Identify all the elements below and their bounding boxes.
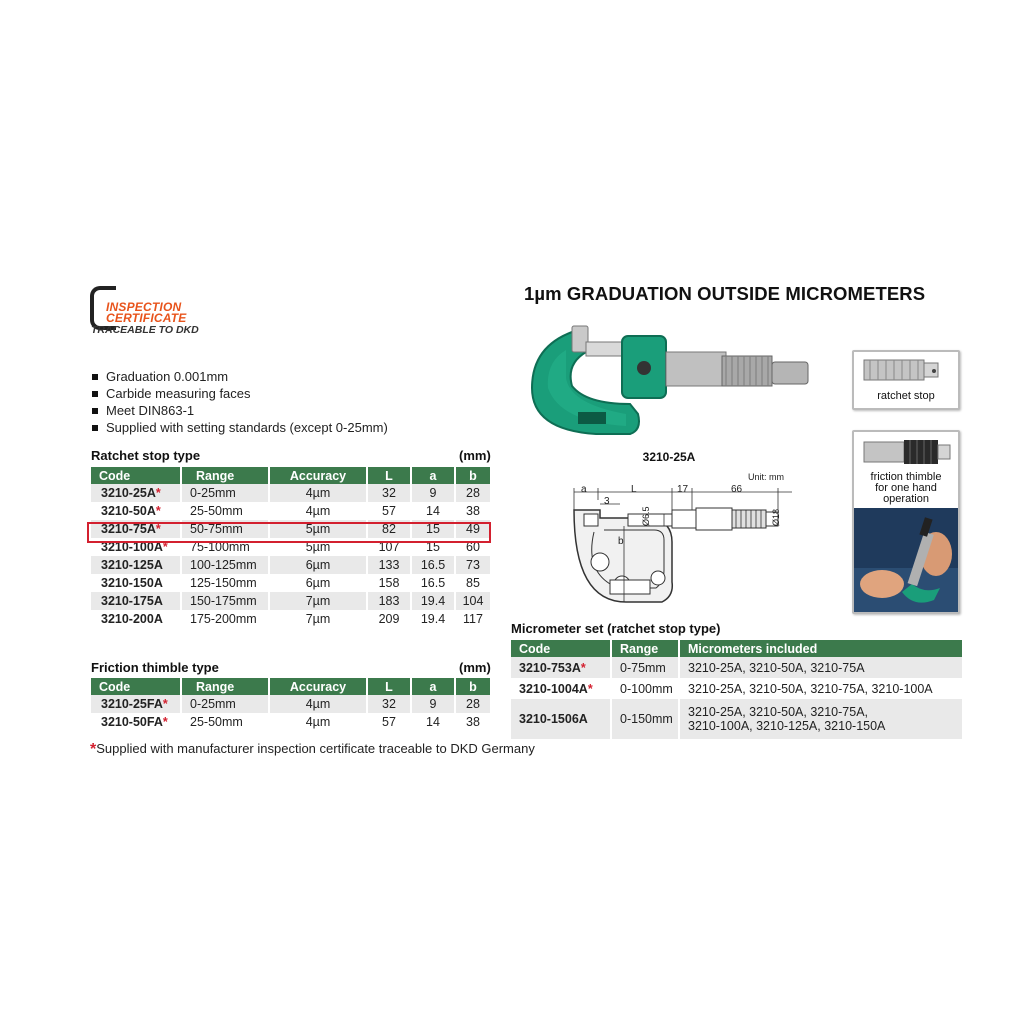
feature-list bbox=[92, 368, 388, 436]
dim-3: 3 bbox=[604, 496, 610, 507]
range-cell: 50-75mm bbox=[181, 520, 269, 538]
certificate-line1: INSPECTION bbox=[106, 300, 182, 314]
feature-item: Graduation 0.001mm bbox=[92, 368, 388, 385]
friction-caption-line: operation bbox=[883, 493, 929, 505]
table-row bbox=[91, 610, 490, 628]
ratchet-heading: Ratchet stop type bbox=[91, 448, 201, 463]
table-row bbox=[91, 502, 490, 520]
range-cell: 100-125mm bbox=[181, 556, 269, 574]
code-cell bbox=[91, 695, 181, 713]
a-cell: 15 bbox=[411, 538, 455, 556]
code-cell bbox=[91, 502, 181, 520]
b-cell: 85 bbox=[455, 574, 490, 592]
code-text: 3210-25A bbox=[101, 486, 156, 500]
col-l: L bbox=[367, 678, 411, 695]
code-text: 3210-125A bbox=[101, 558, 163, 572]
highlighted-row-frame bbox=[87, 522, 491, 543]
code-text: 3210-50FA bbox=[101, 715, 163, 729]
col-accuracy: Accuracy bbox=[269, 467, 367, 484]
certificate-star: * bbox=[155, 522, 161, 536]
accuracy-cell: 4µm bbox=[269, 484, 367, 502]
ratchet-unit: (mm) bbox=[459, 448, 491, 463]
code-text: 3210-75A bbox=[101, 522, 156, 536]
table-row bbox=[91, 695, 490, 713]
code-cell bbox=[91, 484, 181, 502]
ratchet-stop-inset bbox=[852, 350, 960, 410]
feature-item: Meet DIN863-1 bbox=[92, 402, 388, 419]
a-cell: 16.5 bbox=[411, 574, 455, 592]
code-text: 3210-175A bbox=[101, 594, 163, 608]
range-cell: 75-100mm bbox=[181, 538, 269, 556]
range-cell: 0-100mm bbox=[611, 678, 679, 699]
accuracy-cell: 4µm bbox=[269, 502, 367, 520]
footnote-text: Supplied with manufacturer inspection certificate traceable to DKD Germany bbox=[96, 741, 535, 756]
b-cell: 49 bbox=[455, 520, 490, 538]
set-heading: Micrometer set (ratchet stop type) bbox=[511, 621, 721, 636]
accuracy-cell: 5µm bbox=[269, 520, 367, 538]
included-cell bbox=[679, 657, 962, 678]
footnote bbox=[90, 741, 535, 759]
hand-operation-photo bbox=[854, 508, 958, 612]
l-cell: 183 bbox=[367, 592, 411, 610]
ratchet-stop-table bbox=[91, 467, 490, 628]
dim-6-5: Ø6.5 bbox=[641, 506, 651, 526]
friction-unit: (mm) bbox=[459, 660, 491, 675]
b-cell: 28 bbox=[455, 695, 490, 713]
b-cell: 38 bbox=[455, 713, 490, 731]
table-row bbox=[91, 574, 490, 592]
diagram-unit: Unit: mm bbox=[748, 472, 784, 482]
b-cell: 104 bbox=[455, 592, 490, 610]
range-cell: 0-150mm bbox=[611, 699, 679, 739]
friction-caption-line: friction thimble bbox=[870, 471, 942, 483]
col-range: Range bbox=[611, 640, 679, 657]
table-row bbox=[91, 592, 490, 610]
col-a: a bbox=[411, 678, 455, 695]
l-cell: 209 bbox=[367, 610, 411, 628]
code-cell bbox=[91, 592, 181, 610]
dim-66: 66 bbox=[731, 484, 743, 495]
dim-l: L bbox=[631, 484, 637, 495]
range-cell: 25-50mm bbox=[181, 502, 269, 520]
inspection-certificate-logo bbox=[90, 286, 220, 336]
feature-item: Supplied with setting standards (except 0-25mm) bbox=[92, 419, 388, 436]
ratchet-stop-caption: ratchet stop bbox=[877, 390, 935, 402]
included-cell bbox=[679, 678, 962, 699]
a-cell: 19.4 bbox=[411, 592, 455, 610]
code-text: 3210-25FA bbox=[101, 697, 163, 711]
dim-b: b bbox=[618, 536, 624, 547]
code-text: 3210-100A bbox=[101, 540, 163, 554]
col-range: Range bbox=[181, 678, 269, 695]
l-cell: 82 bbox=[367, 520, 411, 538]
page-title: 1µm GRADUATION OUTSIDE MICROMETERS bbox=[524, 283, 926, 304]
col-code: Code bbox=[511, 640, 611, 657]
included-line: 3210-25A, 3210-50A, 3210-75A, 3210-100A bbox=[688, 681, 933, 696]
col-b: b bbox=[455, 678, 490, 695]
table-row bbox=[91, 713, 490, 731]
included-line: 3210-100A, 3210-125A, 3210-150A bbox=[688, 719, 886, 733]
code-cell bbox=[91, 556, 181, 574]
table-row bbox=[91, 556, 490, 574]
certificate-star: * bbox=[155, 486, 161, 500]
b-cell: 60 bbox=[455, 538, 490, 556]
a-cell: 9 bbox=[411, 695, 455, 713]
l-cell: 57 bbox=[367, 713, 411, 731]
l-cell: 107 bbox=[367, 538, 411, 556]
accuracy-cell: 7µm bbox=[269, 610, 367, 628]
included-cell bbox=[679, 699, 962, 739]
dimension-drawing bbox=[560, 470, 792, 612]
a-cell: 14 bbox=[411, 713, 455, 731]
range-cell: 0-25mm bbox=[181, 484, 269, 502]
range-cell: 0-75mm bbox=[611, 657, 679, 678]
friction-thimble-table bbox=[91, 678, 490, 731]
code-cell bbox=[511, 657, 611, 678]
a-cell: 19.4 bbox=[411, 610, 455, 628]
accuracy-cell: 4µm bbox=[269, 713, 367, 731]
micrometer-product-image bbox=[526, 322, 816, 450]
col-accuracy: Accuracy bbox=[269, 678, 367, 695]
dim-a: a bbox=[581, 484, 587, 495]
accuracy-cell: 6µm bbox=[269, 574, 367, 592]
range-cell: 0-25mm bbox=[181, 695, 269, 713]
l-cell: 158 bbox=[367, 574, 411, 592]
code-cell bbox=[91, 713, 181, 731]
l-cell: 32 bbox=[367, 695, 411, 713]
accuracy-cell: 7µm bbox=[269, 592, 367, 610]
range-cell: 25-50mm bbox=[181, 713, 269, 731]
code-text: 3210-200A bbox=[101, 612, 163, 626]
code-text: 3210-50A bbox=[101, 504, 156, 518]
dim-17: 17 bbox=[677, 484, 689, 495]
table-row bbox=[511, 678, 962, 699]
feature-item: Carbide measuring faces bbox=[92, 385, 388, 402]
footnote-star: * bbox=[90, 741, 97, 758]
b-cell: 117 bbox=[455, 610, 490, 628]
certificate-line3: TRACEABLE TO DKD bbox=[91, 324, 199, 336]
certificate-star: * bbox=[162, 540, 168, 554]
l-cell: 57 bbox=[367, 502, 411, 520]
code-cell bbox=[91, 574, 181, 592]
a-cell: 9 bbox=[411, 484, 455, 502]
range-cell: 175-200mm bbox=[181, 610, 269, 628]
code-cell bbox=[511, 699, 611, 739]
certificate-star: * bbox=[587, 681, 593, 696]
b-cell: 28 bbox=[455, 484, 490, 502]
certificate-star: * bbox=[155, 504, 161, 518]
dim-18: Ø18 bbox=[771, 508, 781, 526]
b-cell: 38 bbox=[455, 502, 490, 520]
friction-heading: Friction thimble type bbox=[91, 660, 219, 675]
micrometer-set-table bbox=[511, 640, 962, 739]
accuracy-cell: 6µm bbox=[269, 556, 367, 574]
a-cell: 16.5 bbox=[411, 556, 455, 574]
friction-thimble-image bbox=[854, 432, 958, 472]
certificate-star: * bbox=[162, 697, 168, 711]
certificate-line2: CERTIFICATE bbox=[106, 311, 187, 325]
accuracy-cell: 4µm bbox=[269, 695, 367, 713]
code-cell bbox=[91, 610, 181, 628]
col-a: a bbox=[411, 467, 455, 484]
table-row bbox=[91, 484, 490, 502]
certificate-star: * bbox=[162, 715, 168, 729]
col-l: L bbox=[367, 467, 411, 484]
friction-thimble-caption bbox=[854, 472, 958, 505]
b-cell: 73 bbox=[455, 556, 490, 574]
table-row bbox=[511, 657, 962, 678]
l-cell: 32 bbox=[367, 484, 411, 502]
code-text: 3210-1506A bbox=[519, 712, 588, 726]
a-cell: 14 bbox=[411, 502, 455, 520]
col-code: Code bbox=[91, 678, 181, 695]
range-cell: 125-150mm bbox=[181, 574, 269, 592]
a-cell: 15 bbox=[411, 520, 455, 538]
col-range: Range bbox=[181, 467, 269, 484]
ratchet-stop-image bbox=[854, 352, 958, 388]
code-text: 3210-1004A bbox=[519, 681, 588, 696]
code-cell bbox=[511, 678, 611, 699]
col-included: Micrometers included bbox=[679, 640, 962, 657]
code-text: 3210-150A bbox=[101, 576, 163, 590]
product-caption: 3210-25A bbox=[642, 450, 696, 464]
friction-caption-line: for one hand bbox=[875, 482, 937, 494]
accuracy-cell: 5µm bbox=[269, 538, 367, 556]
table-row bbox=[511, 699, 962, 739]
col-code: Code bbox=[91, 467, 181, 484]
included-line: 3210-25A, 3210-50A, 3210-75A, bbox=[688, 705, 868, 719]
code-text: 3210-753A bbox=[519, 660, 581, 675]
range-cell: 150-175mm bbox=[181, 592, 269, 610]
l-cell: 133 bbox=[367, 556, 411, 574]
col-b: b bbox=[455, 467, 490, 484]
certificate-star: * bbox=[580, 660, 586, 675]
included-line: 3210-25A, 3210-50A, 3210-75A bbox=[688, 660, 865, 675]
friction-thimble-inset bbox=[852, 430, 960, 614]
